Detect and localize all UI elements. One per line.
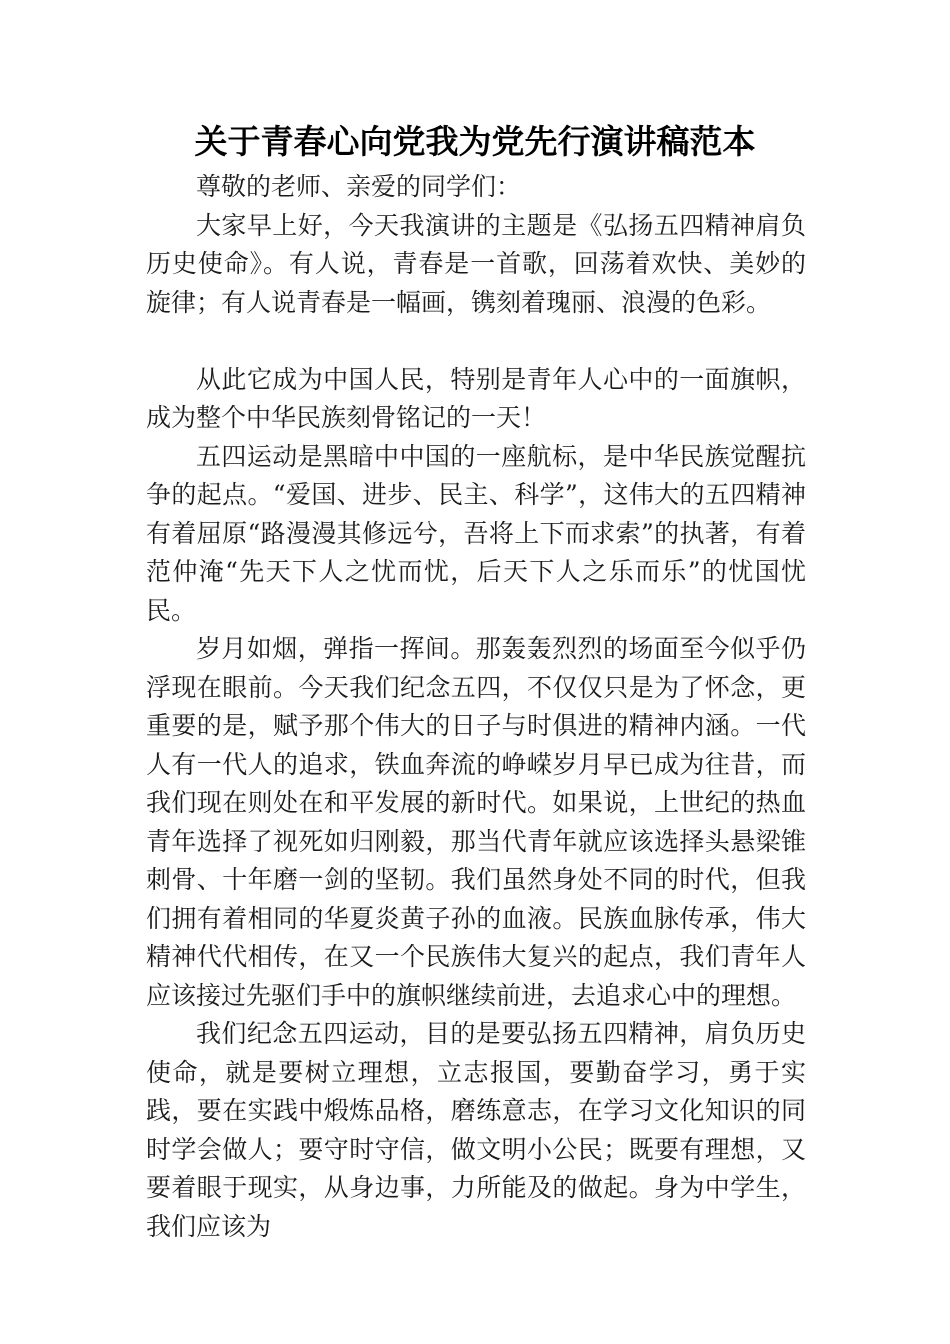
paragraph-commemorate: 我们纪念五四运动，目的是要弘扬五四精神，肩负历史使命，就是要树立理想，立志报国，要勤奋学习，勇于实践，要在实践中煅炼品格，磨练意志，在学习文化知识的同时学会做人；要守时守信，做文明小公民；既要有理想，又要着眼于现实，从身边事，力所能及的做起。身为中学生，我们应该为 bbox=[146, 1019, 806, 1241]
blank-line bbox=[146, 322, 806, 361]
paragraph-may-fourth: 五四运动是黑暗中中国的一座航标，是中华民族觉醒抗争的起点。“爱国、进步、民主、科学”，这伟大的五四精神有着屈原“路漫漫其修远兮，吾将上下而求索”的执著，有着范仲淹“先天下人之忧而忧，后天下人之乐而乐”的忧国忧民。 bbox=[146, 441, 806, 625]
document-body bbox=[146, 168, 806, 1246]
paragraph-salutation: 尊敬的老师、亲爱的同学们： bbox=[196, 172, 522, 201]
paragraph-years: 岁月如烟，弹指一挥间。那轰轰烈烈的场面至今似乎仍浮现在眼前。今天我们纪念五四，不仅仅只是为了怀念，更重要的是，赋予那个伟大的日子与时俱进的精神内涵。一代人有一代人的追求，铁血奔流的峥嵘岁月早已成为往昔，而我们现在则处在和平发展的新时代。如果说，上世纪的热血青年选择了视死如归刚毅，那当代青年就应该选择头悬梁锥刺骨、十年磨一剑的坚韧。我们虽然身处不同的时代，但我们拥有着相同的华夏炎黄子孙的血液。民族血脉传承，伟大精神代代相传，在又一个民族伟大复兴的起点，我们青年人应该接过先驱们手中的旗帜继续前进，去追求心中的理想。 bbox=[146, 634, 806, 1010]
paragraph-opening: 大家早上好，今天我演讲的主题是《弘扬五四精神肩负历史使命》。有人说，青春是一首歌，回荡着欢快、美妙的旋律；有人说青春是一幅画，镌刻着瑰丽、浪漫的色彩。 bbox=[146, 210, 806, 317]
paragraph-banner: 从此它成为中国人民，特别是青年人心中的一面旗帜，成为整个中华民族刻骨铭记的一天！ bbox=[146, 364, 806, 432]
document-title: 关于青春心向党我为党先行演讲稿范本 bbox=[194, 122, 756, 161]
